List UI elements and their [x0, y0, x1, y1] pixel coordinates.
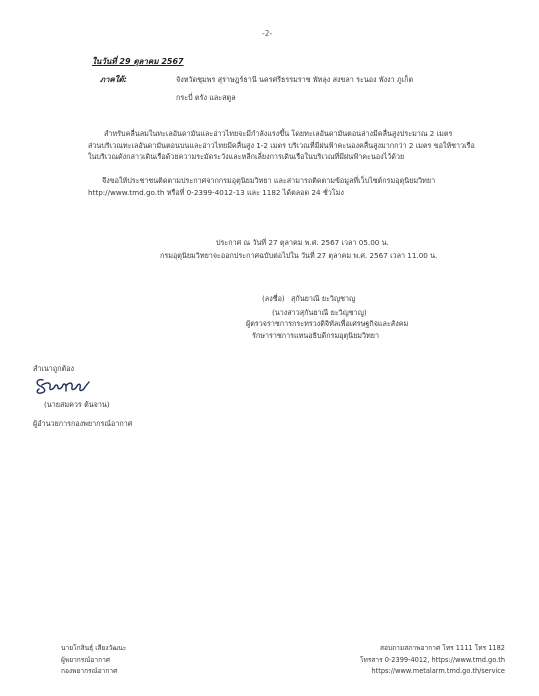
- footer-forecaster-division: กองพยากรณ์อากาศ: [61, 667, 118, 675]
- date-heading: ในวันที่ 29 ตุลาคม 2567: [92, 57, 184, 66]
- footer-forecaster-name: นายโกสินธุ์ เสียงวัฒนะ: [61, 644, 127, 652]
- handwritten-signature: [33, 374, 95, 396]
- issued-time: ประกาศ ณ วันที่ 27 ตุลาคม พ.ศ. 2567 เวลา 05.00 น.: [216, 238, 389, 247]
- certified-copy-name: (นายสมควร ต้นจาน): [44, 400, 110, 409]
- signatory-full-name: (นางสาวสุกันยาณี ยะวิญชาญู): [272, 308, 367, 317]
- signatory-position-2: รักษาราชการแทนอธิบดีกรมอุตุนิยมวิทยา: [252, 331, 380, 340]
- body-paragraph-2-line1: จึงขอให้ประชาชนติดตามประกาศจากกรมอุตุนิยมวิทยา และสามารถติดตามข้อมูลที่เว็บไซต์กรมอุตุนิยมวิทยา: [102, 176, 436, 185]
- signature-prefix: (ลงชื่อ): [262, 294, 285, 303]
- certified-copy-label: สำเนาถูกต้อง: [33, 364, 75, 373]
- region-label: ภาคใต้:: [100, 75, 127, 84]
- footer-contact-url: https://www.metalarm.tmd.go.th/service: [371, 667, 505, 675]
- signatory-position-1: ผู้ตรวจราชการกระทรวงดิจิทัลเพื่อเศรษฐกิจและสังคม: [246, 319, 409, 328]
- footer-forecaster-role: ผู้พยากรณ์อากาศ: [61, 656, 110, 664]
- footer-contact-phone: สอบถามสภาพอากาศ โทร 1111 โทร 1182: [380, 644, 505, 652]
- region-provinces-line1: จังหวัดชุมพร สุราษฎร์ธานี นครศรีธรรมราช พัทลุง สงขลา ระนอง พังงา ภูเก็ต: [176, 75, 414, 84]
- region-provinces-line2: กระบี่ ตรัง และสตูล: [176, 93, 236, 102]
- footer-contact-fax: โทรสาร 0-2399-4012, https://www.tmd.go.th: [359, 656, 505, 664]
- body-paragraph-1-line3: ในบริเวณดังกล่าวเดินเรือด้วยความระมัดระวังและหลีกเลี่ยงการเดินเรือในบริเวณที่มีฝนฟ้าคะนองไว้ด้วย: [88, 152, 405, 161]
- body-paragraph-1-line2: ส่วนบริเวณทะเลอันดามันตอนบนและอ่าวไทยมีคลื่นสูง 1-2 เมตร บริเวณที่มีฝนฟ้าคะนองคลื่นสูงมากกว่า 2 เมตร ขอให้ชาวเรือ: [88, 141, 475, 150]
- body-paragraph-1-line1: สำหรับคลื่นลมในทะเลอันดามันและอ่าวไทยจะมีกำลังแรงขึ้น โดยทะเลอันดามันตอนล่างมีคลื่นสูงประมาณ 2 เมตร: [104, 129, 453, 138]
- certified-copy-position: ผู้อำนวยการกองพยากรณ์อากาศ: [33, 419, 133, 428]
- page-number: -2-: [262, 29, 273, 38]
- next-announcement: กรมอุตุนิยมวิทยาจะออกประกาศฉบับต่อไปใน วันที่ 27 ตุลาคม พ.ศ. 2567 เวลา 11.00 น.: [160, 251, 438, 260]
- body-paragraph-2-line2: http://www.tmd.go.th หรือที่ 0-2399-4012-13 และ 1182 ได้ตลอด 24 ชั่วโมง: [88, 188, 344, 197]
- signatory-name: สุกันยาณี ยะวิญชาญู: [291, 294, 356, 303]
